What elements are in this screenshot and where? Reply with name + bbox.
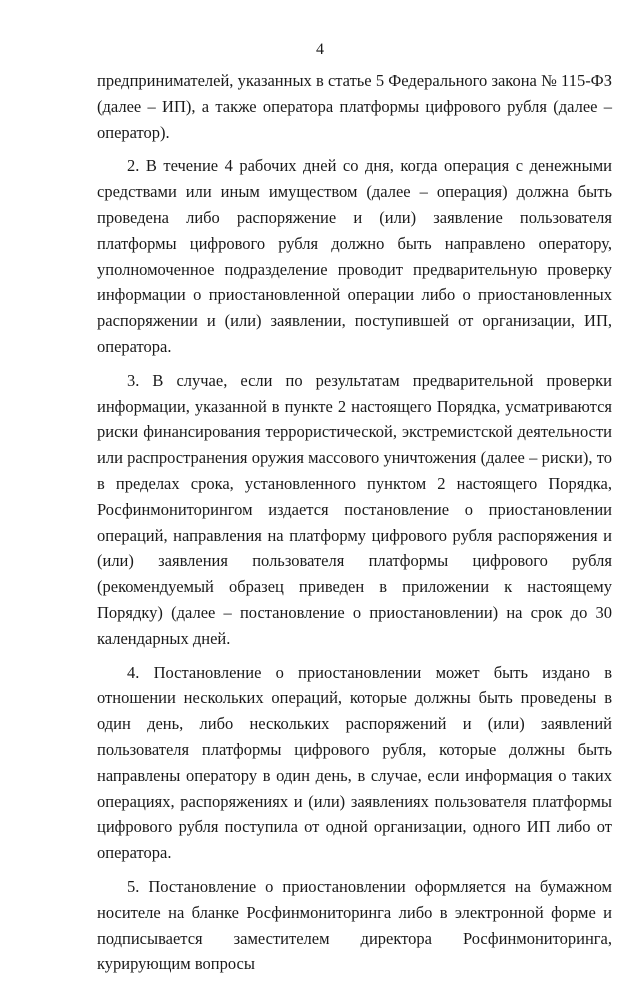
paragraph-item-4: 4. Постановление о приостановлении может быть издано в отношении нескольких операций, которые должны быть проведены в один день, либо нескольких распоряжений и (или) заявлений пользователя платформы цифрового рубля, которые должны быть направлены оператору в один день, в случае, если информация о таких операциях, распоряжениях и (или) заявлениях пользователя платформы цифрового рубля поступила от одной организации, одного ИП либо от оператора.: [97, 662, 612, 863]
paragraph-item-5: 5. Постановление о приостановлении оформляется на бумажном носителе на бланке Росфинмониторинга либо в электронной форме и подписывается заместителем директора Росфинмониторинга, курирующим вопросы: [97, 876, 612, 974]
paragraph-item-3: 3. В случае, если по результатам предварительной проверки информации, указанной в пункте 2 настоящего Порядка, усматриваются риски финансирования террористической, экстремистской деятельности или распространения оружия массового уничтожения (далее – риски), то в пределах срока, установленного пунктом 2 настоящего Порядка, Росфинмониторингом издается постановление о приостановлении операций, направления на платформу цифрового рубля распоряжения и (или) заявления пользователя платформы цифрового рубля (рекомендуемый образец приведен в приложении к настоящему Порядку) (далее – постановление о приостановлении) на срок до 30 календарных дней.: [97, 370, 612, 648]
document-body: [97, 68, 612, 985]
paragraph-continuation: предпринимателей, указанных в статье 5 Федерального закона № 115-ФЗ (далее – ИП), а также оператора платформы цифрового рубля (далее – оператор).: [97, 71, 612, 142]
page-number: 4: [316, 41, 324, 58]
paragraph-item-2: 2. В течение 4 рабочих дней со дня, когда операция с денежными средствами или иным имуществом (далее – операция) должна быть проведена либо распоряжение и (или) заявление пользователя платформы цифрового рубля должно быть направлено оператору, уполномоченное подразделение проводит предварительную проверку информации о приостановленной операции либо о приостановленных распоряжении и (или) заявлении, поступившей от организации, ИП, оператора.: [97, 156, 612, 356]
